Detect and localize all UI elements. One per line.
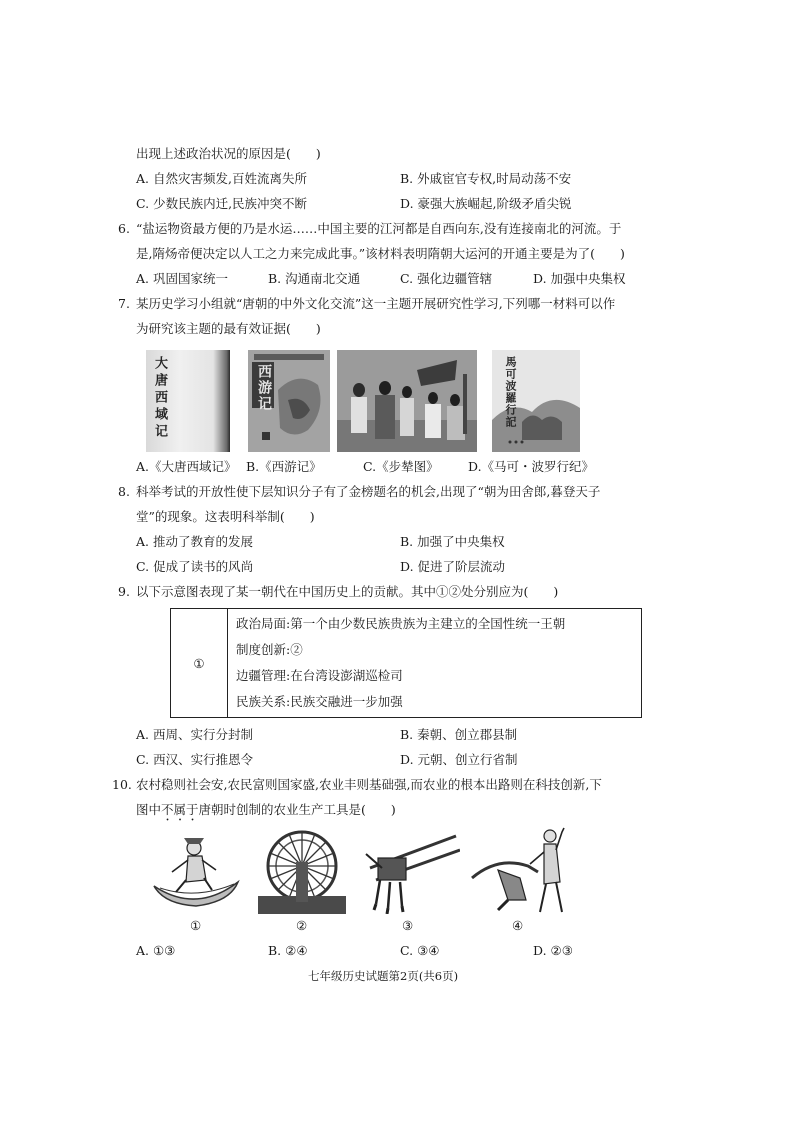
q10-stem-line2 bbox=[136, 802, 396, 824]
q6-option-b: B. 沟通南北交通 bbox=[268, 271, 361, 286]
q10-stem-line1: 农村稳则社会安,农民富则国家盛,农业丰则基础强,而农业的根本出路则在科技创新,下 bbox=[136, 777, 602, 792]
q9-dynasty-table bbox=[170, 608, 642, 718]
bunian-tu-painting-image bbox=[337, 350, 477, 452]
tool-1-caption: ① bbox=[190, 918, 202, 933]
xiyouji-book-image bbox=[248, 350, 330, 452]
q5-option-d: D. 豪强大族崛起,阶级矛盾尖锐 bbox=[400, 196, 572, 211]
q10-option-b: B. ②④ bbox=[268, 943, 308, 958]
q9-table-row-system: 制度创新:② bbox=[236, 642, 303, 657]
q7-number: 7. bbox=[118, 296, 130, 311]
q5-option-a: A. 自然灾害频发,百姓流离失所 bbox=[136, 171, 307, 186]
tool-3-illustration bbox=[356, 828, 460, 914]
q10-stem-line2-pre: 图中 bbox=[136, 802, 162, 817]
q8-option-a: A. 推动了教育的发展 bbox=[136, 534, 253, 549]
q9-stem-line1: 以下示意图表现了某一朝代在中国历史上的贡献。其中①②处分别应为( ) bbox=[136, 584, 559, 599]
q7-option-a: A.《大唐西域记》 bbox=[136, 459, 237, 474]
q9-table-row-politics: 政治局面:第一个由少数民族贵族为主建立的全国性统一王朝 bbox=[236, 616, 566, 631]
q9-table-row-ethnic: 民族关系:民族交融进一步加强 bbox=[236, 694, 403, 709]
q9-table-content bbox=[228, 609, 642, 718]
q10-option-d: D. ②③ bbox=[533, 943, 573, 958]
q10-emphasis-not-belong: 不属于 bbox=[161, 802, 199, 817]
tool-4-curved-plough-image bbox=[468, 826, 572, 916]
q6-stem-line1: “盐运物资最方便的乃是水运……中国主要的江河都是自西向东,没有连接南北的河流。于 bbox=[136, 221, 622, 236]
q10-stem-line2-post: 唐朝时创制的农业生产工具是( ) bbox=[198, 802, 396, 817]
tool-4-illustration bbox=[468, 826, 572, 916]
q7-option-d: D.《马可・波罗行纪》 bbox=[468, 459, 595, 474]
q10-option-a: A. ①③ bbox=[136, 943, 176, 958]
q8-option-c: C. 促成了读书的风尚 bbox=[136, 559, 254, 574]
q10-number: 10. bbox=[112, 777, 132, 792]
q9-table-blank-1: ① bbox=[171, 609, 228, 718]
q9-table-row-frontier: 边疆管理:在台湾设澎湖巡检司 bbox=[236, 668, 403, 683]
q9-option-c: C. 西汉、实行推恩令 bbox=[136, 752, 254, 767]
tool-2-caption: ② bbox=[296, 918, 308, 933]
q6-option-d: D. 加强中央集权 bbox=[533, 271, 626, 286]
q6-number: 6. bbox=[118, 221, 130, 236]
tool-3-seed-drill-image bbox=[356, 828, 460, 914]
datang-xiyuji-book-image bbox=[146, 350, 230, 452]
q8-number: 8. bbox=[118, 484, 130, 499]
page-footer: 七年级历史试题第2页(共6页) bbox=[308, 969, 459, 983]
q7-option-b: B.《西游记》 bbox=[246, 459, 322, 474]
bunian-tu-painting-art bbox=[337, 350, 477, 452]
q6-stem-line2: 是,隋炀帝便决定以人工之力来完成此事。”该材料表明隋朝大运河的开通主要是为了( ) bbox=[136, 246, 625, 261]
q8-stem-line2: 堂”的现象。这表明科举制( ) bbox=[136, 509, 315, 524]
marco-polo-book-image bbox=[492, 350, 580, 452]
q6-option-a: A. 巩固国家统一 bbox=[136, 271, 228, 286]
q8-stem-line1: 科举考试的开放性使下层知识分子有了金榜题名的机会,出现了“朝为田舍郎,暮登天子 bbox=[136, 484, 601, 499]
tool-2-illustration bbox=[256, 826, 348, 916]
tool-1-seedling-horse-image bbox=[150, 830, 242, 914]
xiyouji-cover-title: 西游记 bbox=[256, 364, 272, 412]
q7-stem-line2: 为研究该主题的最有效证据( ) bbox=[136, 321, 321, 336]
q7-stem-line1: 某历史学习小组就“唐朝的中外文化交流”这一主题开展研究性学习,下列哪一材料可以作 bbox=[136, 296, 616, 311]
q10-option-c: C. ③④ bbox=[400, 943, 440, 958]
marco-polo-cover-title: 馬可波羅行記 bbox=[504, 356, 517, 428]
tool-4-caption: ④ bbox=[512, 918, 524, 933]
q9-number: 9. bbox=[118, 584, 130, 599]
tool-2-waterwheel-image bbox=[256, 826, 348, 916]
q9-option-d: D. 元朝、创立行省制 bbox=[400, 752, 518, 767]
q5-option-c: C. 少数民族内迁,民族冲突不断 bbox=[136, 196, 308, 211]
q5-stem: 出现上述政治状况的原因是( ) bbox=[136, 146, 321, 161]
tool-1-illustration bbox=[150, 830, 242, 914]
q8-option-d: D. 促进了阶层流动 bbox=[400, 559, 506, 574]
tool-3-caption: ③ bbox=[402, 918, 414, 933]
q7-option-c: C.《步辇图》 bbox=[363, 459, 439, 474]
q9-option-b: B. 秦朝、创立郡县制 bbox=[400, 727, 518, 742]
q6-option-c: C. 强化边疆管辖 bbox=[400, 271, 493, 286]
datang-xiyuji-cover-title: 大唐西域记 bbox=[152, 356, 167, 441]
q5-option-b: B. 外戚宦官专权,时局动荡不安 bbox=[400, 171, 572, 186]
q8-option-b: B. 加强了中央集权 bbox=[400, 534, 505, 549]
q9-option-a: A. 西周、实行分封制 bbox=[136, 727, 253, 742]
